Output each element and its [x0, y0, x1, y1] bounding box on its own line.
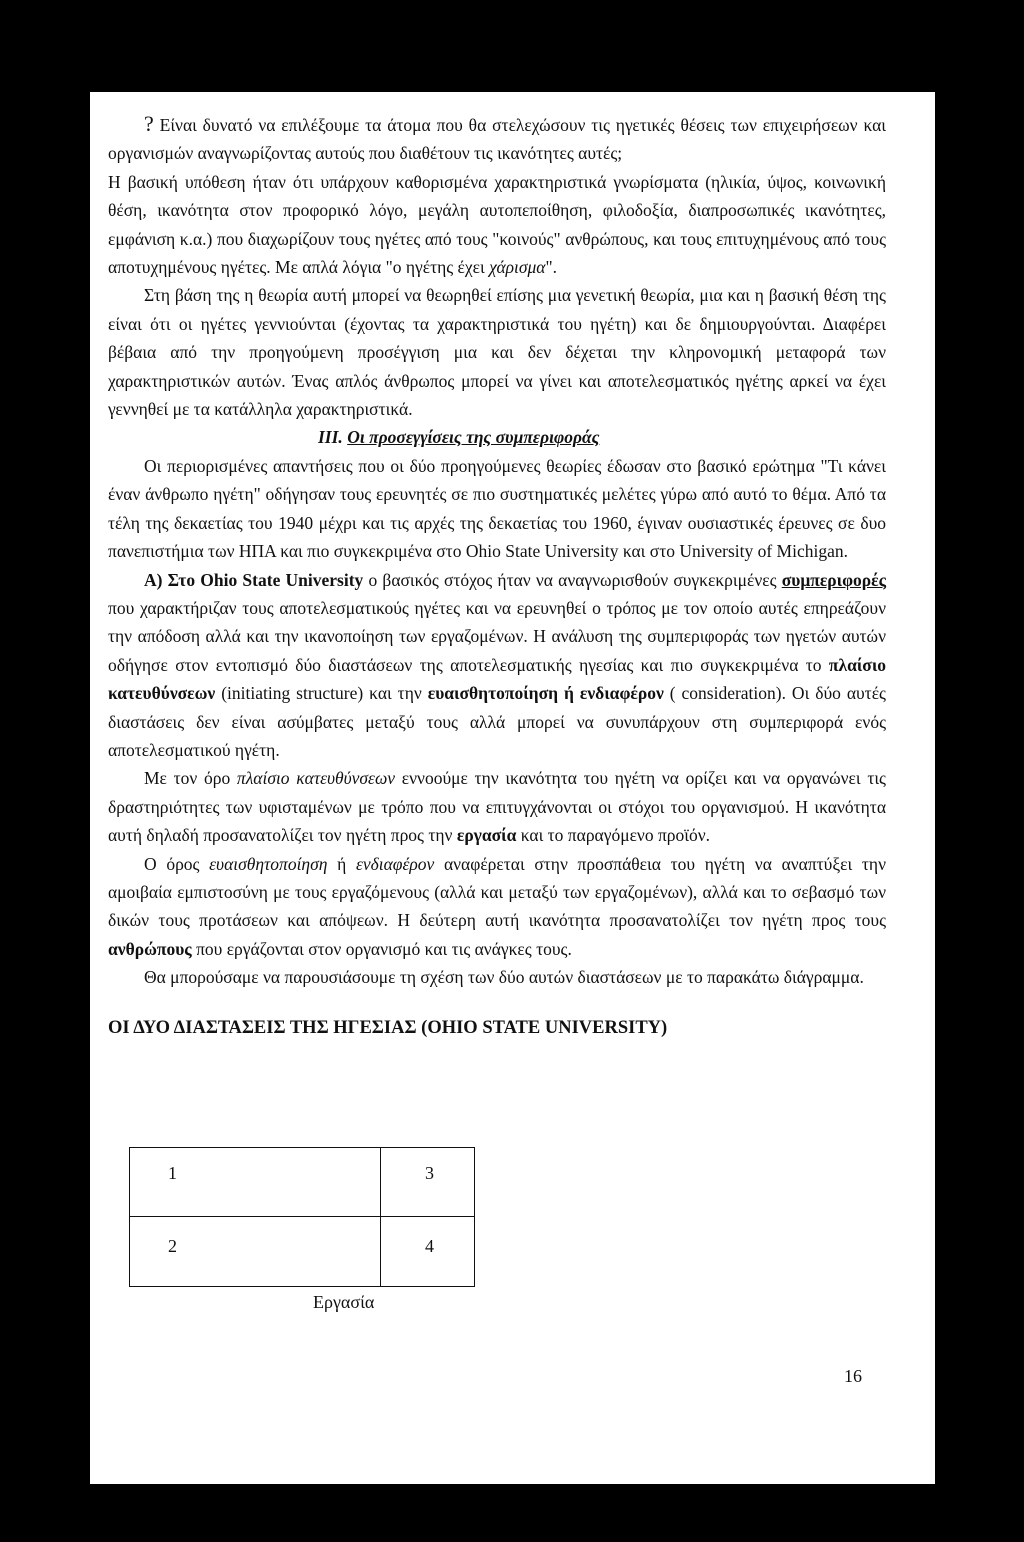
people-term: ανθρώπους — [108, 938, 192, 959]
paragraph-genetic-theory: Στη βάση της η θεωρία αυτή μπορεί να θεωρηθεί επίσης μια γενετική θεωρία, μια και η βασική θέση της είναι ότι οι ηγέτες γεννιούνται (έχοντας τα χαρακτηριστικά του ηγέτη) και δε δημιουργούνται. Διαφέρει βέβαια από την προηγούμενη προσέγγιση μια και δεν δέχεται την κληρονομική μεταφορά των χαρακτηριστικών αυτών. Ένας απλός άνθρωπος μπορεί να γίνει και αποτελεσματικός ηγέτης αρκεί να έχει γεννηθεί με τα κατάλληλα χαρακτηριστικά. — [108, 285, 886, 420]
grid-vertical-divider — [380, 1148, 381, 1286]
paragraph-research: Οι περιορισμένες απαντήσεις που οι δύο προηγούμενες θεωρίες έδωσαν στο βασικό ερώτημα "Τι κάνει έναν άνθρωπο ηγέτη" οδήγησαν τους ερευνητές σε πιο συστηματικές μελέτες γύρω από αυτό το θέμα. Από τα τέλη της δεκαετίας του 1940 μέχρι και τις αρχές της δεκαετίας του 1960, έγιναν ουσιαστικές έρευνες σε δυο πανεπιστήμια των ΗΠΑ και πιο συγκεκριμένα στο Ohio State University και στο University of Michigan. — [108, 455, 886, 562]
section-heading: ΙΙΙ. Οι προσεγγίσεις της συμπεριφοράς — [318, 427, 600, 448]
grid-cell-4: 4 — [425, 1236, 434, 1256]
diagram-title: ΟΙ ΔΥΟ ΔΙΑΣΤΑΣΕΙΣ ΤΗΣ ΗΓΕΣΙΑΣ (OHIO STATE UNIVERSITY) — [108, 1017, 668, 1038]
paragraph-hypothesis: Η βασική υπόθεση ήταν ότι υπάρχουν καθορισμένα χαρακτηριστικά γνωρίσματα (ηλικία, ύψος, κοινωνική θέση, ικανότητα στον προφορικό λόγο, μεγάλη αυτοπεποίθηση, φιλοδοξία, διαπροσωπικές ικανότητες, εμφάνιση κ.α.) που διαχωρίζουν τους ηγέτες από τους "κοινούς" ανθρώπους, και τους επιτυχημένους από τους αποτυχημένους ηγέτες. Με απλά λόγια "ο ηγέτης έχει χάρισμα". — [108, 171, 886, 278]
paragraph-initiating-structure: Με τον όρο πλαίσιο κατευθύνσεων εννοούμε την ικανότητα του ηγέτη να ορίζει και να οργανώνει τις δραστηριότητες των υφισταμένων με τρόπο που να επιτυγχάνονται οι στόχοι του οργανισμού. Η ικανότητα αυτή δηλαδή προσανατολίζει τον ηγέτη προς την εργασία και το παραγόμενο προϊόν. — [108, 768, 886, 846]
grid-cell-3: 3 — [425, 1163, 434, 1183]
document-page — [90, 92, 935, 1484]
question-mark: ? — [144, 111, 154, 136]
behaviour-term: συμπεριφορές — [781, 569, 886, 590]
paragraph-ohio: Α) Στο Ohio State University ο βασικός στόχος ήταν να αναγνωρισθούν συγκεκριμένες συμπεριφορές που χαρακτήριζαν τους αποτελεσματικούς ηγέτες και να ερευνηθεί ο τρόπος με τον οποίο αυτές επηρεάζουν την απόδοση αλλά και την ικανοποίηση των εργαζομένων. Η ανάλυση της συμπεριφοράς των ηγετών αυτών οδήγησε στον εντοπισμό δύο διαστάσεων της αποτελεσματικής ηγεσίας και πιο συγκεκριμένα το πλαίσιο κατευθύνσεων (initiating structure) και την ευαισθητοποίηση ή ενδιαφέρον ( consideration). Οι δύο αυτές διαστάσεις δεν είναι ασύμβατες μεταξύ τους αλλά μπορεί να συνυπάρχουν στη συμπεριφορά ενός αποτελεσματικού ηγέτη. — [108, 569, 886, 760]
grid-axis-label: Εργασία — [313, 1292, 375, 1312]
grid-cell-1: 1 — [168, 1163, 177, 1183]
grid-horizontal-divider — [130, 1216, 474, 1217]
work-term: εργασία — [456, 825, 517, 846]
paragraph-diagram-intro: Θα μπορούσαμε να παρουσιάσουμε τη σχέση των δύο αυτών διαστάσεων με το παρακάτω διάγραμμα. — [144, 967, 864, 988]
grid-cell-2: 2 — [168, 1236, 177, 1256]
body-text — [108, 110, 886, 1042]
charisma-term: χάρισμα — [489, 257, 546, 278]
page-number: 16 — [844, 1366, 862, 1386]
leadership-grid — [129, 1147, 475, 1287]
paragraph-question: ? Είναι δυνατό να επιλέξουμε τα άτομα που θα στελεχώσουν τις ηγετικές θέσεις των επιχειρήσεων και οργανισμών αναγνωρίζοντας αυτούς που διαθέτουν τις ικανότητες αυτές; — [108, 111, 886, 164]
paragraph-consideration: Ο όρος ευαισθητοποίηση ή ενδιαφέρον αναφέρεται στην προσπάθεια του ηγέτη να αναπτύξει την αμοιβαία εμπιστοσύνη με τους εργαζόμενους (αλλά και μεταξύ των εργαζομένων), αλλά και το σεβασμό των δικών τους προτάσεων και απόψεων. Η δεύτερη αυτή ικανότητα προσανατολίζει τον ηγέτη προς τους ανθρώπους που εργάζονται στον οργανισμό και τις ανάγκες τους. — [108, 853, 886, 959]
sensitivity-term: ευαισθητοποίηση ή ενδιαφέρον — [427, 683, 664, 704]
ohio-term: Ohio State University — [200, 569, 364, 590]
frame-term: πλαίσιο κατευθύνσεων — [108, 654, 886, 704]
